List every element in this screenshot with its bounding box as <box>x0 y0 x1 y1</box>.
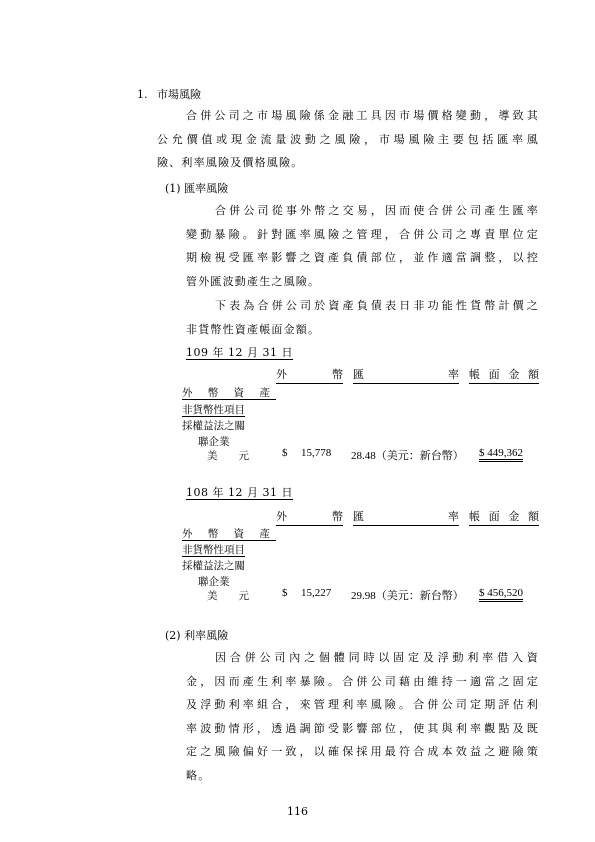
intro-line: 公允價值或現金流量波動之風險，市場風險主要包括匯率風 <box>157 132 539 146</box>
foreign-amount: 15,227 <box>301 587 332 599</box>
fx-line: 合併公司從事外幣之交易，因而使合併公司產生匯率 <box>215 204 539 217</box>
rate-line: 略。 <box>186 768 211 782</box>
fx-risk-heading: (1) 匯率風險 <box>165 182 229 195</box>
currency-label: 美 元 <box>207 590 249 602</box>
exchange-rate: 28.48（美元：新台幣） <box>351 450 464 462</box>
section-heading <box>137 86 201 102</box>
row-category-label: 非貨幣性項目 <box>182 404 245 416</box>
page-number: 116 <box>287 805 308 818</box>
col-header-amount: 帳 面 金 額 <box>469 368 539 381</box>
col-header-foreign: 外 幣 <box>276 510 343 523</box>
book-value: $ 449,362 <box>479 447 523 462</box>
rate-line: 及浮動利率組合，來管理利率風險。合併公司定期評估利 <box>186 698 539 711</box>
rate-line: 因合併公司內之個體同時以固定及浮動利率借入資 <box>215 651 539 664</box>
foreign-amount: 15,778 <box>301 447 332 459</box>
book-value: $ 456,520 <box>479 587 523 602</box>
fx-line: 下表為合併公司於資產負債表日非功能性貨幣計價之 <box>215 299 539 312</box>
row-group-label: 外 幣 資 產 <box>182 528 277 540</box>
col-header-foreign: 外 幣 <box>276 368 343 381</box>
row-item-label: 採權益法之關 <box>182 560 245 572</box>
fx-table-2020 <box>0 344 595 464</box>
row-item-label-cont: 聯企業 <box>198 576 230 588</box>
row-group-label: 外 幣 資 產 <box>182 387 277 399</box>
row-category-label: 非貨幣性項目 <box>182 544 245 556</box>
rate-line: 定之風險偏好一致，以確保採用最符合成本效益之避險策 <box>186 745 539 758</box>
rate-line: 金，因而產生利率暴險。合併公司藉由維持一適當之固定 <box>186 674 539 688</box>
row-item-label-cont: 聯企業 <box>198 436 230 448</box>
fx-line: 管外匯波動產生之風險。 <box>186 274 321 288</box>
col-header-rate: 匯 率 <box>353 510 459 523</box>
dollar-sign: $ <box>282 447 288 459</box>
intro-line: 合併公司之市場風險係金融工具因市場價格變動，導致其 <box>186 109 539 122</box>
intro-paragraph <box>157 104 539 175</box>
row-item-label: 採權益法之關 <box>182 420 245 432</box>
exchange-rate: 29.98（美元：新台幣） <box>351 590 464 602</box>
section-number: 1. <box>137 88 148 101</box>
col-header-rate: 匯 率 <box>353 368 459 381</box>
fx-line: 期檢視受匯率影響之資產負債部位，並作適當調整，以控 <box>186 251 539 264</box>
table-date: 108 年 12 月 31 日 <box>186 486 293 499</box>
table-date: 109 年 12 月 31 日 <box>186 346 293 359</box>
section-title: 市場風險 <box>157 88 201 101</box>
dollar-sign: $ <box>282 587 288 599</box>
fx-risk-paragraph <box>186 199 539 293</box>
fx-line: 非貨幣性資產帳面金額。 <box>186 322 321 336</box>
rate-line: 率波動情形，透過調節受影響部位，使其與利率觀點及既 <box>186 721 539 735</box>
col-header-amount: 帳 面 金 額 <box>469 510 539 523</box>
rate-risk-heading: (2) 利率風險 <box>165 629 229 642</box>
intro-line: 險、利率風險及價格風險。 <box>157 156 304 169</box>
fx-line: 變動暴險。針對匯率風險之管理，合併公司之專責單位定 <box>186 227 539 241</box>
fx-table-2019 <box>0 484 595 604</box>
rate-risk-paragraph <box>186 646 539 787</box>
fx-table-intro <box>186 294 539 341</box>
currency-label: 美 元 <box>207 450 249 462</box>
